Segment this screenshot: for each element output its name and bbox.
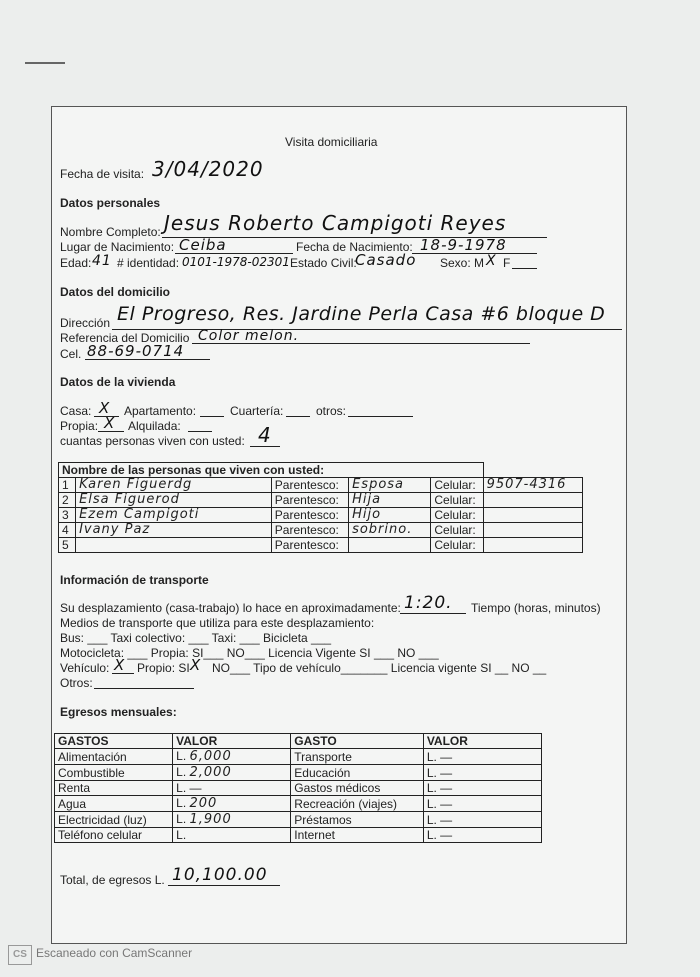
- vehicle-rest: NO___ Tipo de vehículo_______ Licencia vigente SI __ NO __: [212, 661, 547, 675]
- camscanner-icon: CS: [8, 945, 32, 965]
- personal-heading: Datos personales: [60, 196, 161, 210]
- birthplace-value: Ceiba: [179, 236, 227, 254]
- table-row: Agua L. 200 Recreación (viajes) L. —: [55, 796, 542, 812]
- commute-value: 1:20.: [404, 593, 453, 613]
- table-row: Combustible L. 2,000 Educación L. —: [55, 765, 542, 781]
- persons-value: 4: [258, 423, 272, 447]
- table-row: Teléfono celular L. Internet L. —: [55, 828, 542, 843]
- cuarteria-label: Cuartería:: [230, 404, 284, 418]
- reference-label: Referencia del Domicilio: [60, 331, 190, 345]
- dwelling-heading: Datos de la vivienda: [60, 375, 176, 389]
- alquilada-label: Alquilada:: [128, 419, 181, 433]
- age-label: Edad:: [60, 256, 92, 270]
- table-row: 5 Parentesco: Celular:: [59, 538, 583, 553]
- sex-mark: X: [486, 253, 497, 269]
- id-label: # identidad:: [117, 256, 180, 270]
- commute-unit: Tiempo (horas, minutos): [471, 601, 601, 615]
- visit-date-label: Fecha de visita:: [60, 167, 145, 181]
- people-table: [58, 462, 583, 553]
- propia-mark: X: [104, 414, 116, 432]
- visit-date-value: 3/04/2020: [152, 157, 264, 181]
- transport-heading: Información de transporte: [60, 573, 209, 587]
- moto-line: Motocicleta: ___ Propia: SI___ NO___ Licencia Vigente SI ___ NO ___: [60, 646, 439, 660]
- home-heading: Datos del domicilio: [60, 285, 171, 299]
- table-row: Alimentación L. 6,000 Transporte L. —: [55, 749, 542, 765]
- table-row: 1 Karen Figuerdg Parentesco: Esposa Celular: 9507-4316: [59, 478, 583, 493]
- scanner-watermark: [8, 945, 192, 965]
- bus-line: Bus: ___ Taxi colectivo: ___ Taxi: ___ Bicicleta ___: [60, 631, 332, 645]
- persons-label: cuantas personas viven con usted:: [60, 434, 245, 448]
- sex-label: Sexo: M: [440, 256, 485, 270]
- vehicle-mark: X: [114, 656, 126, 674]
- age-value: 41: [92, 253, 112, 269]
- apartamento-label: Apartamento:: [124, 404, 197, 418]
- means-label: Medios de transporte que utiliza para este desplazamiento:: [60, 616, 375, 630]
- address-value: El Progreso, Res. Jardine Perla Casa #6 bloque D: [117, 303, 606, 325]
- birthdate-label: Fecha de Nacimiento:: [296, 240, 413, 254]
- commute-label: Su desplazamiento (casa-trabajo) lo hace en aproximadamente:: [60, 601, 401, 615]
- scan-mark: [25, 62, 65, 64]
- casa-label: Casa:: [60, 404, 92, 418]
- civil-value: Casado: [355, 251, 417, 269]
- sex-f-label: F: [503, 256, 511, 270]
- vehicle-propio-mark: X: [190, 656, 202, 674]
- total-value: 10,100.00: [172, 865, 268, 885]
- table-row: Renta L. — Gastos médicos L. —: [55, 781, 542, 796]
- expenses-table: GASTOS VALOR GASTO VALOR Alimentación L. 6,000 Transporte L. — Combustible L. 2,000 Educación L. — Renta L. — Gastos médicos L. — Agua L. 200 Recreación (viajes) L. — Electricidad (luz) L. 1,900 Préstamos L. — Teléfono celular L. Internet L. —: [54, 733, 542, 843]
- transport-otros-label: Otros:: [60, 676, 93, 690]
- birthplace-label: Lugar de Nacimiento:: [60, 240, 175, 254]
- table-row: 4 Ivany Paz Parentesco: sobrino. Celular:: [59, 523, 583, 538]
- cell-label: Cel.: [60, 347, 82, 361]
- vehicle-label: Vehículo:: [60, 661, 110, 675]
- reference-value: Color melon.: [198, 328, 300, 344]
- total-label: Total, de egresos L.: [60, 873, 165, 887]
- vehicle-propio-label: Propio: SI: [137, 661, 190, 675]
- table-row: Electricidad (luz) L. 1,900 Préstamos L. —: [55, 812, 542, 828]
- name-label: Nombre Completo:: [60, 225, 161, 239]
- people-table-header: Nombre de las personas que viven con usted:: [59, 463, 484, 478]
- address-label: Dirección: [60, 316, 111, 330]
- form-sheet: [51, 106, 627, 944]
- table-row: 3 Ezem Campigoti Parentesco: Hijo Celular:: [59, 508, 583, 523]
- cell-value: 88-69-0714: [87, 342, 185, 360]
- civil-label: Estado Civil:: [290, 256, 357, 270]
- table-row: 2 Elsa Figuerod Parentesco: Hija Celular:: [59, 493, 583, 508]
- watermark-text: Escaneado con CamScanner: [36, 946, 193, 960]
- id-value: 0101-1978-02301: [182, 255, 290, 269]
- expenses-heading: Egresos mensuales:: [60, 705, 177, 719]
- form-title: Visita domiciliaria: [285, 135, 378, 149]
- casa-mark: X: [99, 399, 111, 417]
- birthdate-value: 18-9-1978: [420, 236, 507, 254]
- otros-label: otros:: [316, 404, 347, 418]
- name-value: Jesus Roberto Campigoti Reyes: [164, 211, 507, 235]
- propia-label: Propia:: [60, 419, 99, 433]
